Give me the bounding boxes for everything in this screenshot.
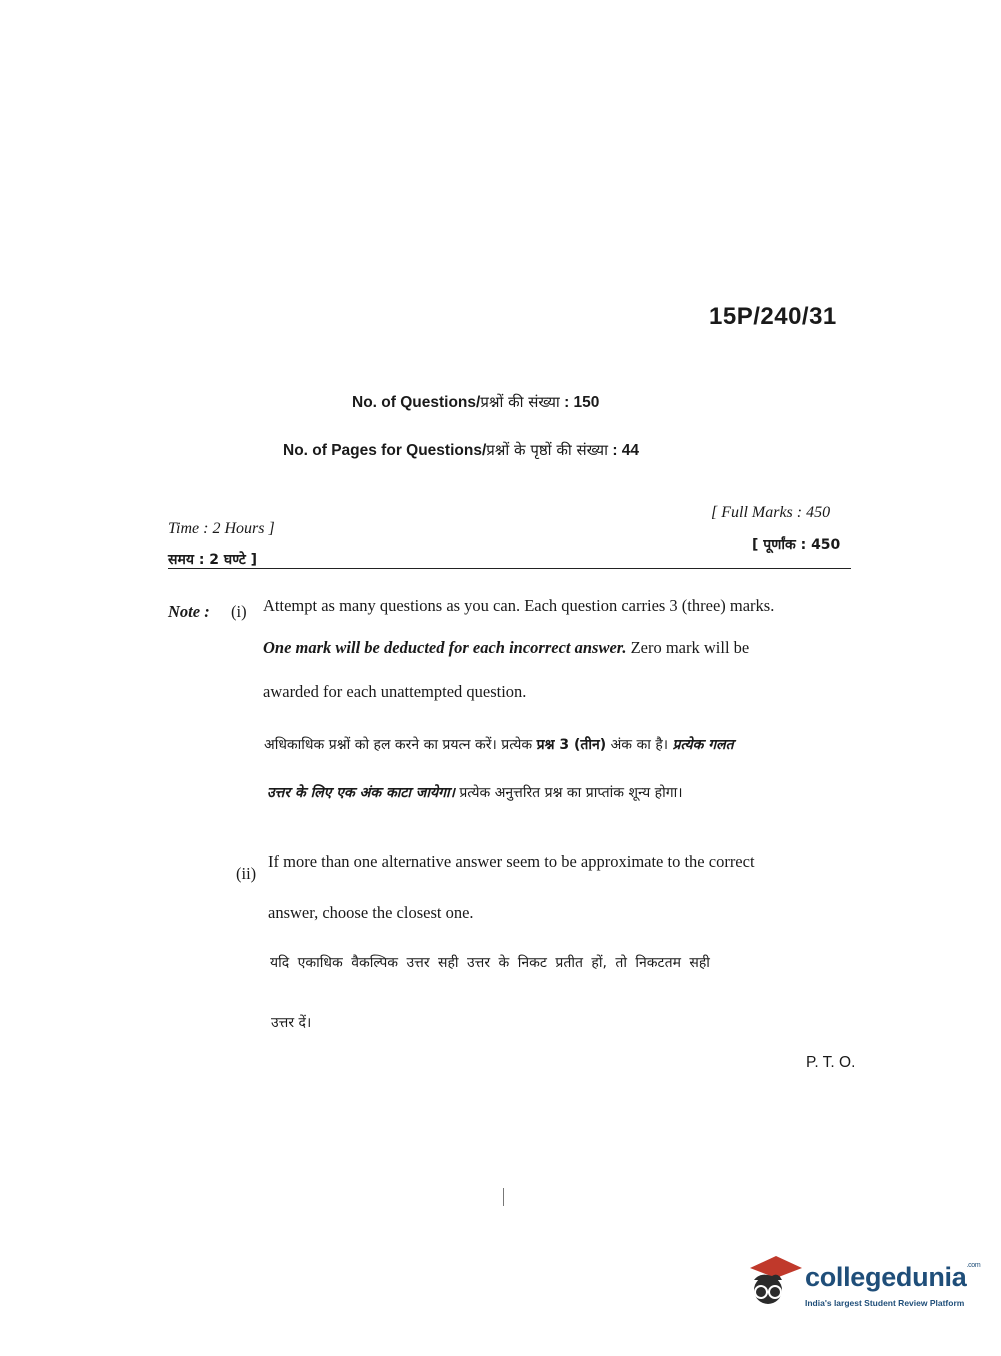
note-1-number: (i) bbox=[231, 602, 247, 621]
num-questions-value: : 150 bbox=[564, 394, 600, 411]
note-1-penalty-text: One mark will be deducted for each incorrect answer. bbox=[263, 638, 627, 657]
collegedunia-mascot-icon bbox=[742, 1250, 804, 1312]
note-1-hi-line-1 bbox=[264, 735, 734, 754]
brand-tagline: India's largest Student Review Platform bbox=[805, 1298, 965, 1308]
note-1-hi-line-2-b: प्रत्येक अनुत्तरित प्रश्न का प्राप्तांक शून्य होगा। bbox=[454, 785, 683, 801]
paper-code: 15P/240/31 bbox=[709, 303, 837, 330]
collegedunia-brand bbox=[805, 1262, 980, 1293]
note-2-number: (ii) bbox=[236, 864, 257, 883]
note-2-en-line-2: answer, choose the closest one. bbox=[268, 903, 474, 922]
note-1-en-line-2-rest: Zero mark will be bbox=[626, 638, 750, 657]
marks-hi: [ पूर्णांक : 450 bbox=[752, 537, 841, 553]
page-turn-marker: P. T. O. bbox=[806, 1054, 856, 1071]
note-1-en-line-2 bbox=[263, 638, 749, 658]
num-pages-label-hi: प्रश्नों के पृष्ठों की संख्या bbox=[486, 441, 609, 459]
note-1-en-line-3: awarded for each unattempted question. bbox=[263, 682, 527, 701]
note-2-hi-line-2: उत्तर दें। bbox=[271, 1015, 312, 1031]
note-2-en-line-1: If more than one alternative answer seem to be approximate to the correct bbox=[268, 852, 755, 871]
note-1-hi-line-1-c: अंक का है। bbox=[606, 737, 673, 753]
note-label: Note : bbox=[168, 602, 210, 621]
num-questions bbox=[352, 392, 599, 412]
num-pages-value: : 44 bbox=[612, 442, 640, 459]
num-pages-label-en: No. of Pages for Questions/ bbox=[283, 442, 487, 459]
num-questions-label-en: No. of Questions/ bbox=[352, 394, 481, 411]
note-1-hi-line-1-a: अधिकाधिक प्रश्नों को हल करने का प्रयत्न करें। प्रत्येक bbox=[264, 737, 537, 753]
time-en: Time : 2 Hours ] bbox=[168, 520, 275, 537]
note-1-hi-line-1-b: प्रश्न 3 (तीन) bbox=[536, 737, 607, 753]
marks-en: [ Full Marks : 450 bbox=[711, 504, 831, 521]
scan-mark bbox=[503, 1188, 504, 1206]
num-pages bbox=[283, 440, 639, 460]
note-1-en-line-1: Attempt as many questions as you can. Each question carries 3 (three) marks. bbox=[263, 596, 775, 615]
header-divider bbox=[168, 568, 851, 569]
note-1-hi-line-2 bbox=[267, 783, 683, 802]
time-hi: समय : 2 घण्टे ] bbox=[168, 552, 258, 568]
note-1-hi-line-2-a: उत्तर के लिए एक अंक काटा जायेगा। bbox=[267, 785, 455, 801]
num-questions-label-hi: प्रश्नों की संख्या bbox=[480, 393, 560, 411]
brand-suffix: .com bbox=[966, 1262, 981, 1269]
note-2-hi-line-1: यदि एकाधिक वैकल्पिक उत्तर सही उत्तर के निकट प्रतीत हों, तो निकटतम सही bbox=[270, 955, 710, 971]
note-1-hi-line-1-d: प्रत्येक गलत bbox=[672, 737, 734, 753]
brand-name: collegedunia bbox=[805, 1262, 967, 1292]
